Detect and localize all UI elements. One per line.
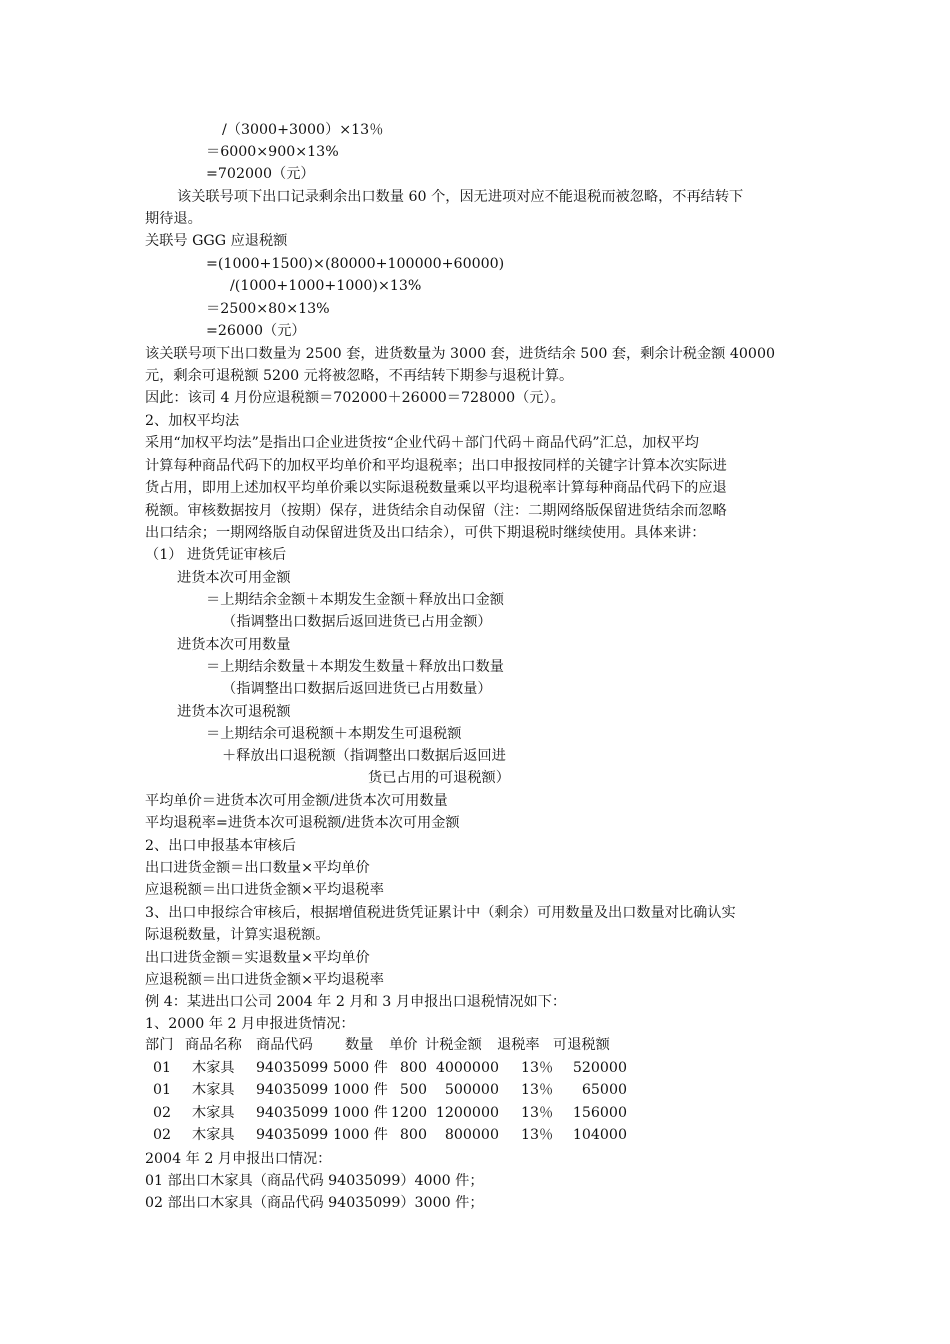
formula-line: ＝上期结余数量＋本期发生数量＋释放出口数量	[206, 659, 504, 675]
text-line: 税额。审核数据按月（按期）保存，进货结余自动保留（注：二期网络版保留进货结余而忽略	[145, 503, 727, 519]
text-line: 3、出口申报综合审核后，根据增值税进货凭证累计中（剩余）可用数量及出口数量对比确认实	[145, 905, 736, 921]
formula-line: ＋释放出口退税额（指调整出口数据后返回进	[222, 748, 506, 764]
table-cell: 800	[399, 1127, 427, 1144]
text-line: 应退税额＝出口进货金额×平均退税率	[145, 972, 384, 988]
table-cell: 木家具	[192, 1059, 235, 1076]
text-line: 进货本次可用金额	[177, 570, 291, 586]
table-cell: 木家具	[192, 1082, 235, 1099]
table-cell: 800000	[444, 1127, 499, 1144]
table-cell: 156000	[572, 1104, 627, 1121]
formula-line: ＝上期结余金额＋本期发生金额＋释放出口金额	[206, 592, 504, 608]
text-line: 平均退税率=进货本次可退税额/进货本次可用金额	[145, 815, 460, 831]
text-line: 平均单价＝进货本次可用金额/进货本次可用数量	[145, 793, 448, 809]
text-line: /(1000+1000+1000)×13%	[230, 278, 422, 294]
text-line: 进货本次可退税额	[177, 704, 291, 720]
table-cell: 13％	[521, 1104, 554, 1121]
table-cell: 木家具	[192, 1127, 235, 1144]
table-cell: 94035099	[256, 1059, 329, 1076]
text-line: 2004 年 2 月申报出口情况：	[145, 1151, 332, 1167]
text-line: 际退税数量，计算实退税额。	[145, 927, 330, 943]
table-cell: 13％	[521, 1059, 554, 1076]
formula-note: （指调整出口数据后返回进货已占用金额）	[222, 614, 492, 630]
table-cell: 02	[153, 1127, 172, 1144]
table-cell: 1200	[390, 1104, 427, 1121]
table-cell: 104000	[572, 1127, 627, 1144]
table-cell: 1000 件	[333, 1082, 388, 1099]
text-line: 元，剩余可退税额 5200 元将被忽略，不再结转下期参与退税计算。	[145, 368, 574, 384]
text-line: 进货本次可用数量	[177, 637, 291, 653]
text-line: （1） 进货凭证审核后	[145, 547, 287, 563]
table-cell: 1000 件	[333, 1104, 388, 1121]
text-line: =(1000+1500)×(80000+100000+60000)	[206, 256, 505, 272]
text-line: 该关联号项下出口数量为 2500 套，进货数量为 3000 套，进货结余 500 套，剩余计税金额 40000	[145, 346, 775, 362]
table-cell: 1000 件	[333, 1127, 388, 1144]
text-line: 货占用，即用上述加权平均单价乘以实际退税数量乘以平均退税率计算每种商品代码下的应退	[145, 480, 727, 496]
table-header-cell: 退税率	[497, 1037, 540, 1053]
text-line: 出口结余；一期网络版自动保留进货及出口结余），可供下期退税时继续使用。具体来讲：	[145, 525, 706, 541]
table-header-cell: 商品名称	[185, 1037, 242, 1053]
text-line: 出口进货金额＝实退数量×平均单价	[145, 950, 370, 966]
text-line: 该关联号项下出口记录剩余出口数量 60 个，因无进项对应不能退税而被忽略，不再结转下	[177, 189, 744, 205]
table-header-cell: 单价	[389, 1037, 418, 1053]
text-line: ＝6000×900×13%	[206, 144, 339, 160]
text-line: 01 部出口木家具（商品代码 94035099）4000 件；	[145, 1173, 484, 1189]
table-cell: 65000	[581, 1082, 627, 1099]
table-header-cell: 可退税额	[553, 1037, 610, 1053]
table-cell: 800	[399, 1059, 427, 1076]
text-line: 因此：该司 4 月份应退税额＝702000＋26000＝728000（元）。	[145, 390, 565, 406]
table-cell: 94035099	[256, 1104, 329, 1121]
table-cell: 94035099	[256, 1082, 329, 1099]
table-cell: 13％	[521, 1127, 554, 1144]
text-line: 应退税额＝出口进货金额×平均退税率	[145, 882, 384, 898]
text-line: 计算每种商品代码下的加权平均单价和平均退税率；出口申报按同样的关键字计算本次实际进	[145, 458, 727, 474]
section-heading: 2、加权平均法	[145, 413, 240, 429]
table-cell: 13％	[521, 1082, 554, 1099]
table-header-cell: 数量	[345, 1037, 374, 1053]
formula-note: 货已占用的可退税额）	[368, 770, 510, 786]
text-line: 期待退。	[145, 211, 202, 227]
text-line: 采用“加权平均法”是指出口企业进货按“企业代码＋部门代码＋商品代码”汇总，加权平均	[145, 435, 699, 451]
text-line: 2、出口申报基本审核后	[145, 838, 296, 854]
text-line: =702000（元）	[206, 166, 315, 182]
text-line: 出口进货金额＝出口数量×平均单价	[145, 860, 370, 876]
table-cell: 木家具	[192, 1104, 235, 1121]
formula-line: ＝上期结余可退税额＋本期发生可退税额	[206, 726, 462, 742]
table-cell: 94035099	[256, 1127, 329, 1144]
text-line: /（3000+3000）×13％	[222, 122, 384, 138]
table-header-cell: 商品代码	[256, 1037, 313, 1053]
table-cell: 4000000	[435, 1059, 499, 1076]
table-cell: 500000	[444, 1082, 499, 1099]
text-line: 02 部出口木家具（商品代码 94035099）3000 件；	[145, 1195, 484, 1211]
table-cell: 1200000	[435, 1104, 499, 1121]
text-line: =26000（元）	[206, 323, 306, 339]
table-cell: 5000 件	[333, 1059, 388, 1076]
table-cell: 520000	[572, 1059, 627, 1076]
table-cell: 01	[153, 1082, 172, 1099]
formula-note: （指调整出口数据后返回进货已占用数量）	[222, 681, 492, 697]
table-header-cell: 部门	[145, 1037, 174, 1053]
table-cell: 500	[399, 1082, 427, 1099]
text-line: 关联号 GGG 应退税额	[145, 233, 288, 249]
text-line: ＝2500×80×13%	[206, 301, 330, 317]
table-header-cell: 计税金额	[425, 1037, 482, 1053]
table-cell: 02	[153, 1104, 172, 1121]
text-line: 例 4：某进出口公司 2004 年 2 月和 3 月申报出口退税情况如下：	[145, 994, 567, 1010]
text-line: 1、2000 年 2 月申报进货情况：	[145, 1016, 355, 1032]
table-cell: 01	[153, 1059, 172, 1076]
